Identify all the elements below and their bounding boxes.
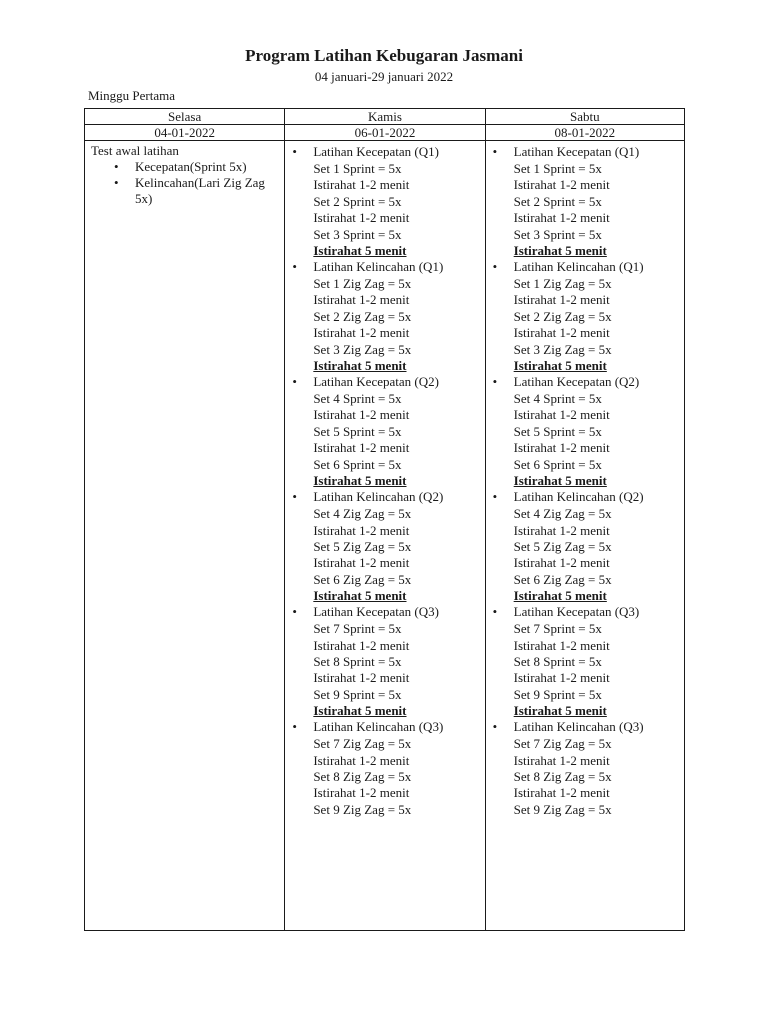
session-line: Istirahat 1-2 menit bbox=[313, 440, 410, 456]
week-label: Minggu Pertama bbox=[88, 88, 176, 103]
date-kamis: 06-01-2022 bbox=[285, 125, 485, 141]
session-title: • Latihan Kecepatan (Q2) bbox=[289, 373, 480, 390]
session-line: Istirahat 1-2 menit bbox=[513, 752, 610, 768]
session-line: Set 7 Zig Zag = 5x bbox=[313, 736, 412, 752]
rest-break: Istirahat 5 menit bbox=[513, 588, 607, 604]
session-line: Istirahat 1-2 menit bbox=[513, 785, 610, 801]
session-title: • Latihan Kelincahan (Q3) bbox=[490, 718, 680, 735]
session-line: Set 5 Sprint = 5x bbox=[513, 423, 602, 439]
session-line: Istirahat 1-2 menit bbox=[313, 555, 410, 571]
session-line: Istirahat 1-2 menit bbox=[513, 210, 610, 226]
session-line: Istirahat 1-2 menit bbox=[513, 292, 610, 308]
rest-break: Istirahat 5 menit bbox=[313, 358, 407, 374]
date-header-row bbox=[85, 125, 685, 141]
session-line: Set 2 Sprint = 5x bbox=[313, 193, 402, 209]
session-block bbox=[490, 373, 680, 488]
session-line: Set 5 Zig Zag = 5x bbox=[513, 538, 612, 554]
session-block bbox=[289, 488, 480, 603]
sabtu-cell bbox=[485, 141, 684, 931]
session-line: Istirahat 1-2 menit bbox=[313, 325, 410, 341]
session-line: Set 9 Zig Zag = 5x bbox=[513, 801, 612, 817]
session-line: Set 1 Sprint = 5x bbox=[313, 161, 402, 176]
rest-break: Istirahat 5 menit bbox=[513, 703, 607, 719]
day-header-kamis: Kamis bbox=[285, 109, 485, 125]
session-block bbox=[490, 258, 680, 373]
rest-break: Istirahat 5 menit bbox=[313, 588, 407, 604]
rest-break: Istirahat 5 menit bbox=[313, 473, 407, 489]
selasa-heading: Test awal latihan bbox=[91, 143, 179, 158]
session-line: Istirahat 1-2 menit bbox=[313, 210, 410, 226]
session-block bbox=[289, 258, 480, 373]
session-block bbox=[289, 373, 480, 488]
session-block bbox=[289, 143, 480, 258]
session-line: Set 3 Sprint = 5x bbox=[513, 226, 602, 242]
session-line: Set 4 Zig Zag = 5x bbox=[513, 506, 612, 522]
session-title: • Latihan Kecepatan (Q3) bbox=[289, 603, 480, 620]
rest-break: Istirahat 5 menit bbox=[313, 703, 407, 719]
session-line: Set 4 Zig Zag = 5x bbox=[313, 506, 412, 522]
session-line: Istirahat 1-2 menit bbox=[313, 785, 410, 801]
session-line: Istirahat 1-2 menit bbox=[513, 637, 610, 653]
session-title: • Latihan Kelincahan (Q1) bbox=[289, 258, 480, 275]
rest-break: Istirahat 5 menit bbox=[513, 358, 607, 374]
session-line: Set 3 Zig Zag = 5x bbox=[513, 341, 612, 357]
session-line: Set 1 Sprint = 5x bbox=[513, 161, 602, 176]
session-line: Set 6 Sprint = 5x bbox=[513, 456, 602, 472]
session-line: Set 2 Zig Zag = 5x bbox=[313, 308, 412, 324]
session-line: Set 8 Zig Zag = 5x bbox=[313, 768, 412, 784]
day-header-selasa: Selasa bbox=[85, 109, 285, 125]
session-title: • Latihan Kecepatan (Q1) bbox=[490, 143, 680, 160]
date-range: 04 januari-29 januari 2022 bbox=[314, 69, 454, 84]
session-block bbox=[490, 718, 680, 818]
session-line: Set 7 Sprint = 5x bbox=[313, 621, 402, 637]
session-line: Set 2 Sprint = 5x bbox=[513, 193, 602, 209]
session-line: Set 4 Sprint = 5x bbox=[313, 391, 402, 407]
rest-break: Istirahat 5 menit bbox=[513, 243, 607, 259]
date-sabtu: 08-01-2022 bbox=[485, 125, 684, 141]
session-line: Istirahat 1-2 menit bbox=[313, 522, 410, 538]
session-line: Set 4 Sprint = 5x bbox=[513, 391, 602, 407]
selasa-cell bbox=[85, 141, 285, 931]
session-line: Istirahat 1-2 menit bbox=[513, 407, 610, 423]
session-block bbox=[490, 488, 680, 603]
list-item: • Kelincahan(Lari Zig Zag 5x) bbox=[89, 175, 280, 207]
session-line: Set 1 Zig Zag = 5x bbox=[513, 276, 612, 292]
session-line: Istirahat 1-2 menit bbox=[513, 670, 610, 686]
session-block bbox=[490, 143, 680, 258]
session-title: • Latihan Kelincahan (Q3) bbox=[289, 718, 480, 735]
session-line: Istirahat 1-2 menit bbox=[513, 177, 610, 193]
document-title: Program Latihan Kebugaran Jasmani bbox=[245, 46, 523, 65]
session-line: Set 8 Sprint = 5x bbox=[513, 653, 602, 669]
session-title: • Latihan Kecepatan (Q2) bbox=[490, 373, 680, 390]
day-header-row bbox=[85, 109, 685, 125]
selasa-test-list bbox=[89, 159, 280, 207]
session-line: Istirahat 1-2 menit bbox=[513, 325, 610, 341]
session-line: Set 7 Sprint = 5x bbox=[513, 621, 602, 637]
session-line: Set 7 Zig Zag = 5x bbox=[513, 736, 612, 752]
session-title: • Latihan Kecepatan (Q1) bbox=[289, 143, 480, 160]
session-title: • Latihan Kelincahan (Q2) bbox=[490, 488, 680, 505]
session-line: Set 3 Sprint = 5x bbox=[313, 226, 402, 242]
session-line: Set 9 Zig Zag = 5x bbox=[313, 801, 412, 817]
session-line: Set 8 Sprint = 5x bbox=[313, 653, 402, 669]
session-line: Istirahat 1-2 menit bbox=[313, 752, 410, 768]
session-block bbox=[289, 603, 480, 718]
session-title: • Latihan Kelincahan (Q1) bbox=[490, 258, 680, 275]
session-line: Istirahat 1-2 menit bbox=[313, 292, 410, 308]
session-line: Istirahat 1-2 menit bbox=[513, 555, 610, 571]
session-title: • Latihan Kelincahan (Q2) bbox=[289, 488, 480, 505]
session-line: Set 5 Zig Zag = 5x bbox=[313, 538, 412, 554]
session-line: Set 6 Zig Zag = 5x bbox=[513, 571, 612, 587]
schedule-body-row bbox=[85, 141, 685, 931]
session-line: Istirahat 1-2 menit bbox=[313, 670, 410, 686]
session-line: Set 3 Zig Zag = 5x bbox=[313, 341, 412, 357]
kamis-cell bbox=[285, 141, 485, 931]
session-title: • Latihan Kecepatan (Q3) bbox=[490, 603, 680, 620]
session-line: Set 8 Zig Zag = 5x bbox=[513, 768, 612, 784]
session-line: Set 6 Zig Zag = 5x bbox=[313, 571, 412, 587]
rest-break: Istirahat 5 menit bbox=[313, 243, 407, 259]
session-line: Istirahat 1-2 menit bbox=[313, 637, 410, 653]
session-line: Set 2 Zig Zag = 5x bbox=[513, 308, 612, 324]
session-line: Istirahat 1-2 menit bbox=[513, 522, 610, 538]
session-block bbox=[289, 718, 480, 818]
list-item: • Kecepatan(Sprint 5x) bbox=[89, 159, 280, 175]
rest-break: Istirahat 5 menit bbox=[513, 473, 607, 489]
session-line: Istirahat 1-2 menit bbox=[313, 407, 410, 423]
session-line: Set 9 Sprint = 5x bbox=[313, 686, 402, 702]
session-line: Set 6 Sprint = 5x bbox=[313, 456, 402, 472]
session-line: Set 1 Zig Zag = 5x bbox=[313, 276, 412, 292]
schedule-table bbox=[84, 108, 685, 931]
day-header-sabtu: Sabtu bbox=[485, 109, 684, 125]
date-selasa: 04-01-2022 bbox=[85, 125, 285, 141]
session-block bbox=[490, 603, 680, 718]
session-line: Set 5 Sprint = 5x bbox=[313, 423, 402, 439]
session-line: Set 9 Sprint = 5x bbox=[513, 686, 602, 702]
session-line: Istirahat 1-2 menit bbox=[513, 440, 610, 456]
session-line: Istirahat 1-2 menit bbox=[313, 177, 410, 193]
